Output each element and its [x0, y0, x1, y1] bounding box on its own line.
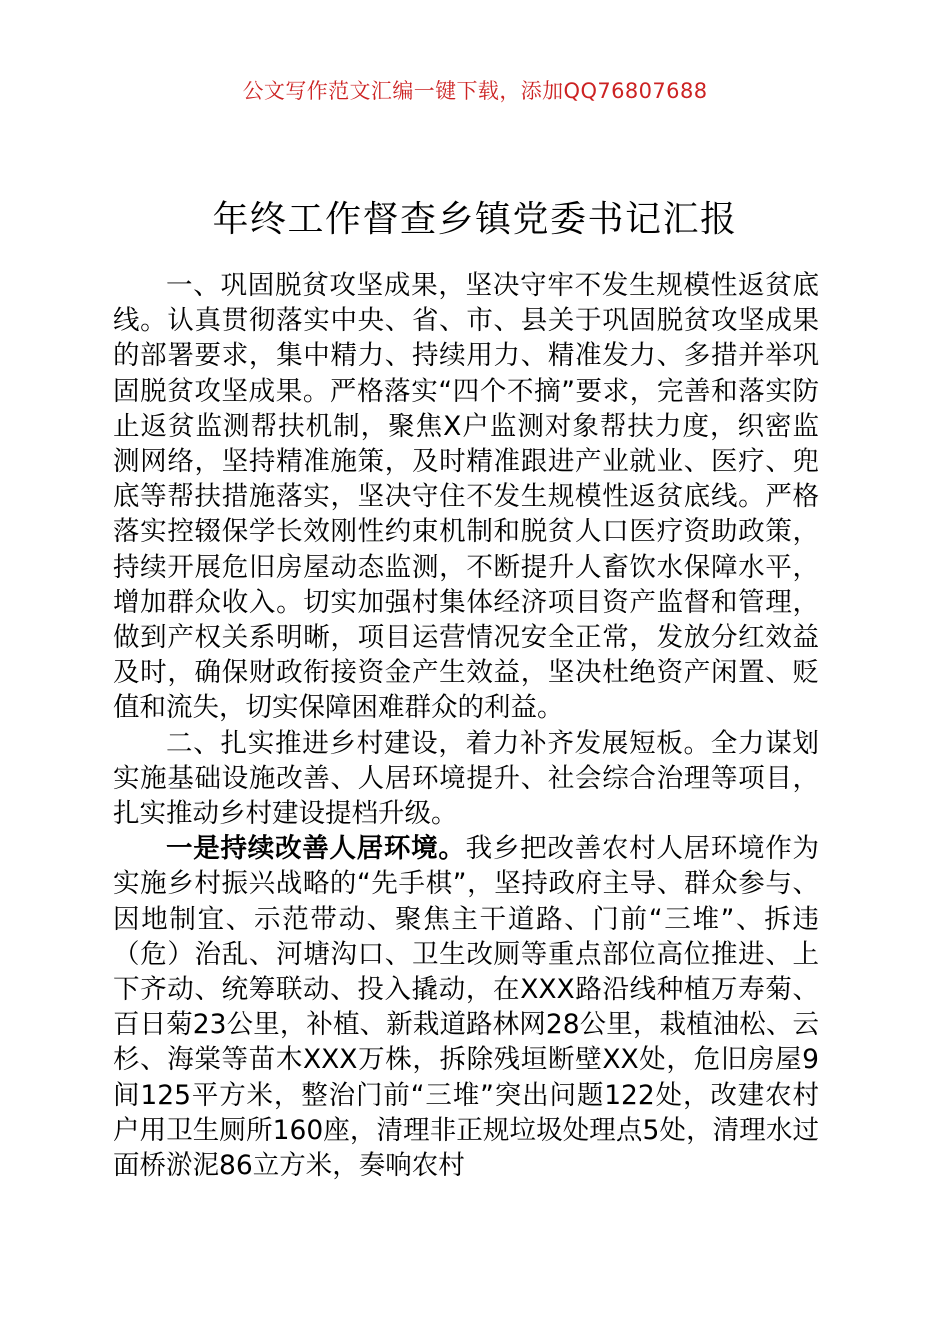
promo-header-text: 公文写作范文汇编一键下载，添加QQ76807688: [242, 79, 708, 103]
body-paragraph-2: 二、扎实推进乡村建设，着力补齐发展短板。全力谋划实施基础设施改善、人居环境提升、社会综合治理等项目，扎实推动乡村建设提档升级。: [113, 727, 819, 830]
page-title: 年终工作督查乡镇党委书记汇报: [212, 199, 738, 241]
document-body: [113, 268, 819, 1183]
body-paragraph-3-lead: 一是持续改善人居环境。: [166, 833, 466, 865]
body-paragraph-3: [113, 831, 819, 1183]
body-paragraph-3-rest: 我乡把改善农村人居环境作为实施乡村振兴战略的“先手棋”，坚持政府主导、群众参与、因地制宜、示范带动、聚焦主干道路、门前“三堆”、拆违（危）治乱、河塘沟口、卫生改厕等重点部位高位推进、上下齐动、统筹联动、投入撬动，在XXX路沿线种植万寿菊、百日菊23公里，补植、新栽道路林网28公里，栽植油松、云杉、海棠等苗木XXX万株，拆除残垣断壁XX处，危旧房屋9间125平方米，整治门前“三堆”突出问题122处，改建农村户用卫生厕所160座，清理非正规垃圾处理点5处，清理水过面桥淤泥86立方米，奏响农村: [113, 833, 819, 1182]
body-paragraph-1: 一、巩固脱贫攻坚成果，坚决守牢不发生规模性返贫底线。认真贯彻落实中央、省、市、县关于巩固脱贫攻坚成果的部署要求，集中精力、持续用力、精准发力、多措并举巩固脱贫攻坚成果。严格落实“四个不摘”要求，完善和落实防止返贫监测帮扶机制，聚焦X户监测对象帮扶力度，织密监测网络，坚持精准施策，及时精准跟进产业就业、医疗、兜底等帮扶措施落实，坚决守住不发生规模性返贫底线。严格落实控辍保学长效刚性约束机制和脱贫人口医疗资助政策，持续开展危旧房屋动态监测，不断提升人畜饮水保障水平，增加群众收入。切实加强村集体经济项目资产监督和管理，做到产权关系明晰，项目运营情况安全正常，发放分红效益及时，确保财政衔接资金产生效益，坚决杜绝资产闲置、贬值和流失，切实保障困难群众的利益。: [113, 270, 819, 724]
